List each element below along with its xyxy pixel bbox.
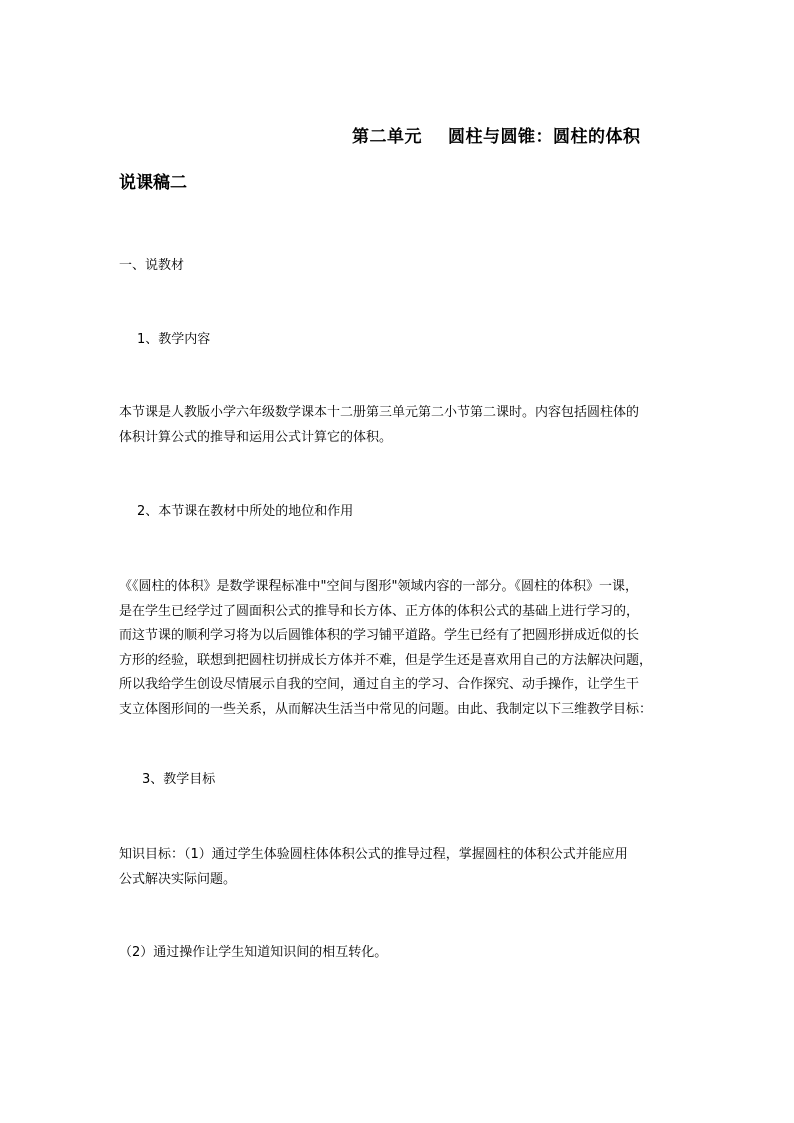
item-heading-position: 2、本节课在教材中所处的地位和作用	[137, 504, 354, 519]
paragraph-line: 支立体图形间的一些关系，从而解决生活当中常见的问题。由此、我制定以下三维教学目标：	[119, 701, 653, 717]
title-topic: 圆柱与圆锥：圆柱的体积	[448, 127, 641, 147]
paragraph-knowledge-goal	[119, 843, 679, 892]
paragraph-line: 而这节课的顺利学习将为以后圆锥体积的学习铺平道路。学生已经有了把圆形拼成近似的长	[119, 628, 640, 643]
paragraph-line: 知识目标：（1）通过学生体验圆柱体体积公式的推导过程，掌握圆柱的体积公式并能应用	[119, 847, 628, 862]
paragraph-line: 是在学生已经学过了圆面积公式的推导和长方体、正方体的体积公式的基础上进行学习的，	[119, 603, 640, 619]
item-heading-content: 1、教学内容	[137, 332, 211, 347]
paragraph-position	[119, 575, 679, 722]
paragraph-line: 本节课是人教版小学六年级数学课本十二册第三单元第二小节第二课时。内容包括圆柱体的	[119, 405, 640, 420]
document-subtitle: 说课稿二	[119, 173, 187, 193]
section-heading-teaching-material: 一、说教材	[119, 258, 185, 273]
paragraph-content	[119, 401, 679, 450]
title-unit: 第二单元	[352, 127, 422, 147]
paragraph-line: 所以我给学生创设尽情展示自我的空间，通过自主的学习、合作探究、动手操作，让学生干	[119, 677, 640, 692]
paragraph-line: 公式解决实际问题。	[119, 871, 237, 887]
document-title	[352, 122, 641, 147]
paragraph-line: 方形的经验，联想到把圆柱切拼成长方体并不难，但是学生还是喜欢用自己的方法解决问题，	[119, 652, 653, 668]
item-heading-goals: 3、教学目标	[142, 772, 216, 787]
paragraph-line: 体积计算公式的推导和运用公式计算它的体积。	[119, 429, 393, 445]
paragraph-line: 《《圆柱的体积》是数学课程标准中"空间与图形"领域内容的一部分。《圆柱的体积》一课，	[119, 579, 638, 594]
paragraph-goal-two: （2）通过操作让学生知道知识间的相互转化。	[119, 945, 388, 960]
